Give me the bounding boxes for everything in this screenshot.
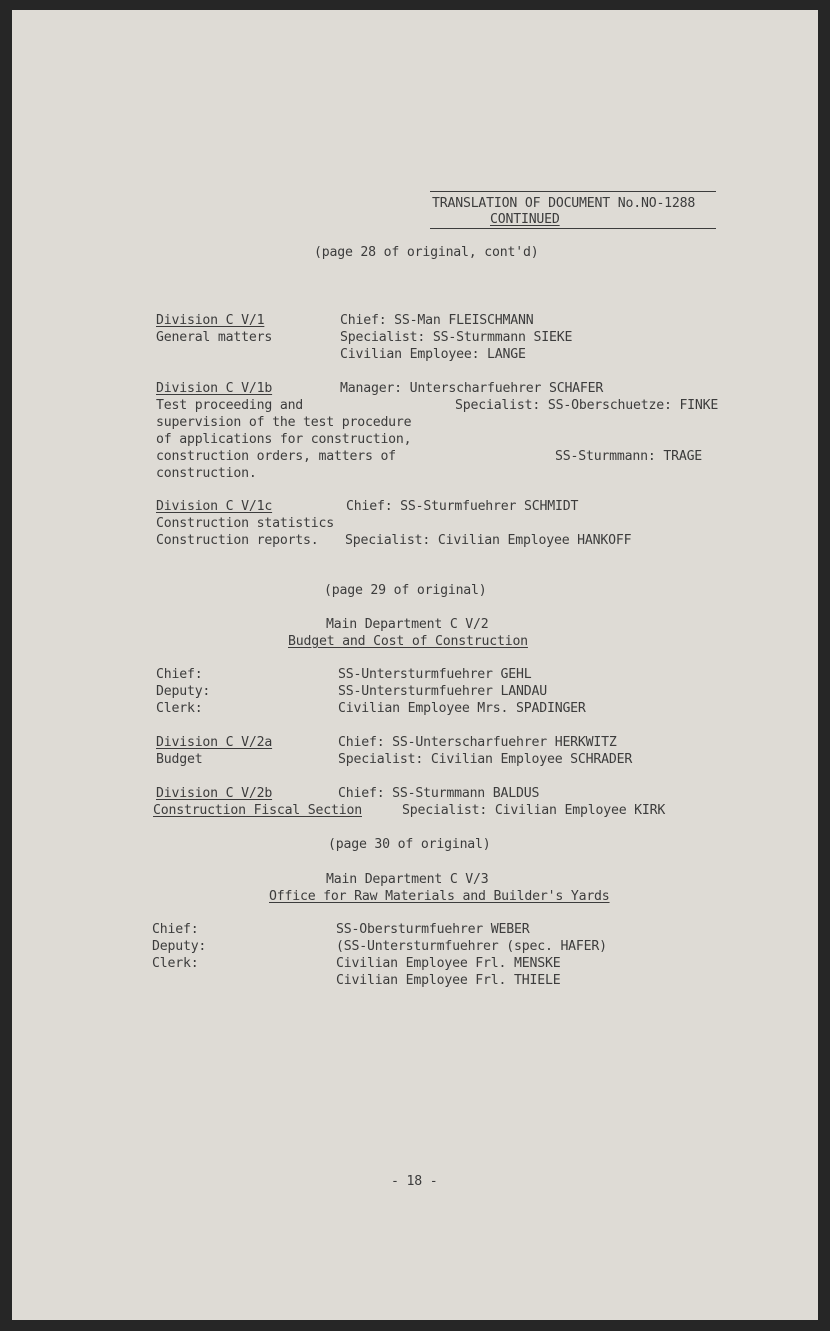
main-dept-cv3-clerk-2: Civilian Employee Frl. THIELE <box>336 973 561 988</box>
division-cv1c-desc-2: Construction reports. <box>156 533 319 548</box>
main-dept-cv3-clerk-1: Civilian Employee Frl. MENSKE <box>336 956 561 971</box>
main-dept-cv3-subtitle: Office for Raw Materials and Builder's Yards <box>269 889 610 904</box>
page-number: - 18 - <box>391 1174 438 1189</box>
continued-label: CONTINUED <box>490 212 560 227</box>
division-cv1b-manager: Manager: Unterscharfuehrer SCHAFER <box>340 381 604 396</box>
division-cv1b-specialist-2: SS-Sturmmann: TRAGE <box>555 449 703 464</box>
document-title: TRANSLATION OF DOCUMENT No.NO-1288 <box>432 196 696 211</box>
main-dept-cv3-chief: SS-Obersturmfuehrer WEBER <box>336 922 530 937</box>
header-rule-top <box>430 191 716 192</box>
division-cv2b-chief: Chief: SS-Sturmmann BALDUS <box>338 786 540 801</box>
division-cv2b-specialist: Specialist: Civilian Employee KIRK <box>402 803 666 818</box>
division-cv1b-desc-2: supervision of the test procedure <box>156 415 412 430</box>
division-cv1c-desc-1: Construction statistics <box>156 516 335 531</box>
main-dept-cv2-deputy-label: Deputy: <box>156 684 211 699</box>
main-dept-cv3-deputy: (SS-Untersturmfuehrer (spec. HAFER) <box>336 939 607 954</box>
division-cv1-name: Division C V/1 <box>156 313 265 328</box>
main-dept-cv3-deputy-label: Deputy: <box>152 939 207 954</box>
main-dept-cv2-deputy: SS-Untersturmfuehrer LANDAU <box>338 684 547 699</box>
main-dept-cv3-title: Main Department C V/3 <box>326 872 489 887</box>
division-cv1-desc: General matters <box>156 330 273 345</box>
division-cv1b-desc-3: of applications for construction, <box>156 432 412 447</box>
division-cv2b-desc: Construction Fiscal Section <box>153 803 362 818</box>
page-reference-30: (page 30 of original) <box>328 837 491 852</box>
division-cv2a-specialist: Specialist: Civilian Employee SCHRADER <box>338 752 633 767</box>
division-cv2b-name: Division C V/2b <box>156 786 273 801</box>
division-cv2a-chief: Chief: SS-Unterscharfuehrer HERKWITZ <box>338 735 617 750</box>
division-cv1b-name: Division C V/1b <box>156 381 273 396</box>
main-dept-cv2-subtitle: Budget and Cost of Construction <box>288 634 528 649</box>
document-page <box>12 10 818 1320</box>
main-dept-cv2-title: Main Department C V/2 <box>326 617 489 632</box>
main-dept-cv3-chief-label: Chief: <box>152 922 199 937</box>
division-cv1-specialist: Specialist: SS-Sturmmann SIEKE <box>340 330 573 345</box>
division-cv2a-name: Division C V/2a <box>156 735 273 750</box>
main-dept-cv2-clerk-label: Clerk: <box>156 701 203 716</box>
division-cv1c-chief: Chief: SS-Sturmfuehrer SCHMIDT <box>346 499 579 514</box>
main-dept-cv2-chief: SS-Untersturmfuehrer GEHL <box>338 667 532 682</box>
division-cv1-civilian: Civilian Employee: LANGE <box>340 347 526 362</box>
division-cv2a-desc: Budget <box>156 752 203 767</box>
division-cv1b-specialist-1: Specialist: SS-Oberschuetze: FINKE <box>455 398 719 413</box>
division-cv1c-specialist: Specialist: Civilian Employee HANKOFF <box>345 533 632 548</box>
main-dept-cv3-clerk-label: Clerk: <box>152 956 199 971</box>
division-cv1-chief: Chief: SS-Man FLEISCHMANN <box>340 313 534 328</box>
division-cv1b-desc-4: construction orders, matters of <box>156 449 396 464</box>
division-cv1b-desc-1: Test proceeding and <box>156 398 304 413</box>
main-dept-cv2-clerk: Civilian Employee Mrs. SPADINGER <box>338 701 586 716</box>
division-cv1b-desc-5: construction. <box>156 466 257 481</box>
header-rule-bottom <box>430 228 716 229</box>
division-cv1c-name: Division C V/1c <box>156 499 273 514</box>
page-reference-28: (page 28 of original, cont'd) <box>314 245 539 260</box>
main-dept-cv2-chief-label: Chief: <box>156 667 203 682</box>
page-reference-29: (page 29 of original) <box>324 583 487 598</box>
